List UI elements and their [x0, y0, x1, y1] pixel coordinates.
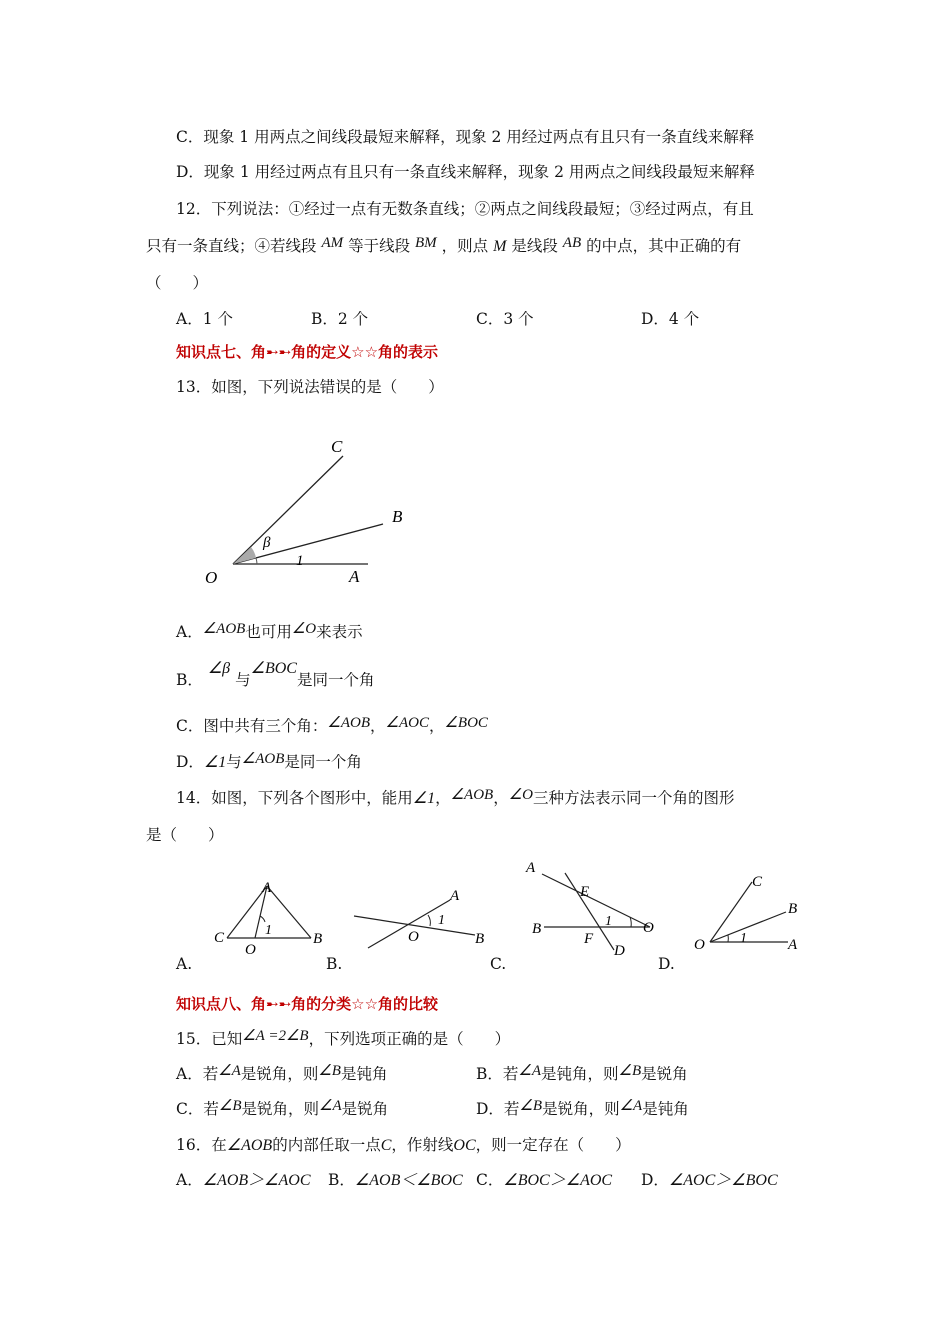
svg-text:O: O: [245, 942, 256, 958]
label-B: B: [392, 507, 403, 526]
q16-option-a: A．∠AOB＞∠AOC: [176, 1171, 311, 1189]
svg-text:A: A: [262, 880, 272, 896]
math-M: M: [493, 238, 507, 255]
q16-option-b: B．∠AOB＜∠BOC: [328, 1171, 463, 1189]
q14-stem-line2: 是（ ）: [146, 826, 224, 844]
svg-text:1: 1: [740, 931, 747, 946]
q15-option-d: D．若∠B是锐角，则∠A是钝角: [476, 1098, 689, 1118]
svg-text:B: B: [475, 931, 485, 947]
svg-text:O: O: [694, 937, 705, 953]
svg-text:B: B: [313, 931, 323, 947]
svg-text:1: 1: [605, 914, 612, 929]
svg-text:O: O: [643, 920, 654, 936]
q15-option-c: C．若∠B是锐角，则∠A是锐角: [176, 1098, 389, 1118]
svg-text:1: 1: [265, 923, 272, 938]
svg-text:B: B: [788, 901, 798, 917]
svg-text:1: 1: [438, 913, 445, 928]
q13-angle-figure: [195, 430, 425, 590]
svg-text:F: F: [584, 931, 594, 947]
svg-text:C: C: [752, 874, 763, 890]
q14-label-d: D.: [658, 955, 675, 973]
q14-label-a: A.: [176, 955, 193, 973]
q16-option-c: C．∠BOC＞∠AOC: [476, 1171, 613, 1189]
q14-figure-d: [690, 868, 820, 958]
section-heading-7: 知识点七、角➸➸角的定义☆☆角的表示: [176, 343, 439, 361]
svg-text:O: O: [408, 929, 419, 945]
q14-figure-b: [350, 880, 500, 960]
q13-option-b: B． ∠β 与∠BOC是同一个角: [176, 660, 375, 689]
ray-OC: [233, 456, 343, 564]
q12-stem-line2: 只有一条直线；④若线段 AM 等于线段 BM ，则点 M 是线段 AB 的中点，其中正确的有: [146, 235, 742, 255]
q14-label-b: B.: [326, 955, 343, 973]
math-AB: AB: [562, 235, 582, 251]
label-1: 1: [296, 553, 304, 569]
q15-option-b: B．若∠A是钝角，则∠B是锐角: [476, 1063, 688, 1083]
q13-stem: 13．如图，下列说法错误的是（ ）: [176, 378, 444, 396]
svg-text:A: A: [788, 937, 798, 953]
q16-option-d: D．∠AOC＞∠BOC: [641, 1171, 778, 1189]
svg-text:A: A: [450, 888, 460, 904]
svg-text:E: E: [580, 884, 590, 900]
svg-text:D: D: [614, 943, 625, 959]
q14-label-c: C.: [490, 955, 507, 973]
q12-option-b: B．2 个: [311, 310, 369, 328]
label-C: C: [331, 437, 343, 456]
q12-answer-paren: （ ）: [146, 274, 209, 292]
q12-option-c: C．3 个: [476, 310, 534, 328]
q13-option-a: A．∠AOB也可用∠O来表示: [176, 621, 363, 641]
svg-text:A: A: [526, 860, 536, 876]
math-BM: BM: [415, 235, 437, 251]
section-heading-8: 知识点八、角➸➸角的分类☆☆角的比较: [176, 995, 439, 1013]
math-AM: AM: [321, 235, 344, 251]
q11-option-c: C．现象 1 用两点之间线段最短来解释，现象 2 用经过两点有且只有一条直线来解释: [176, 128, 755, 146]
q12-option-a: A．1 个: [176, 310, 233, 328]
q15-stem: 15．已知∠A =2∠B，下列选项正确的是（ ）: [176, 1028, 511, 1048]
q14-figure-a: [205, 872, 335, 957]
q12-option-d: D．4 个: [641, 310, 700, 328]
label-beta: β: [263, 535, 271, 551]
q14-stem-line1: 14．如图，下列各个图形中，能用∠1，∠AOB，∠O三种方法表示同一个角的图形: [176, 787, 735, 807]
angle-1-arc: [256, 558, 257, 564]
label-O: O: [205, 568, 218, 587]
q16-stem: 16．在∠AOB的内部任取一点C，作射线OC，则一定存在（ ）: [176, 1136, 631, 1154]
q13-option-d: D．∠1与∠AOB是同一个角: [176, 751, 362, 771]
q14-figure-c: [520, 858, 670, 963]
q13-option-c: C．图中共有三个角：∠AOB，∠AOC，∠BOC: [176, 715, 488, 735]
svg-text:C: C: [214, 930, 225, 946]
q12-stem-line1: 12．下列说法：①经过一点有无数条直线；②两点之间线段最短；③经过两点，有且: [176, 200, 754, 218]
svg-text:B: B: [532, 921, 542, 937]
q11-option-d: D．现象 1 用经过两点有且只有一条直线来解释，现象 2 用两点之间线段最短来解释: [176, 163, 755, 181]
label-A: A: [349, 567, 360, 586]
q15-option-a: A．若∠A是锐角，则∠B是钝角: [176, 1063, 388, 1083]
